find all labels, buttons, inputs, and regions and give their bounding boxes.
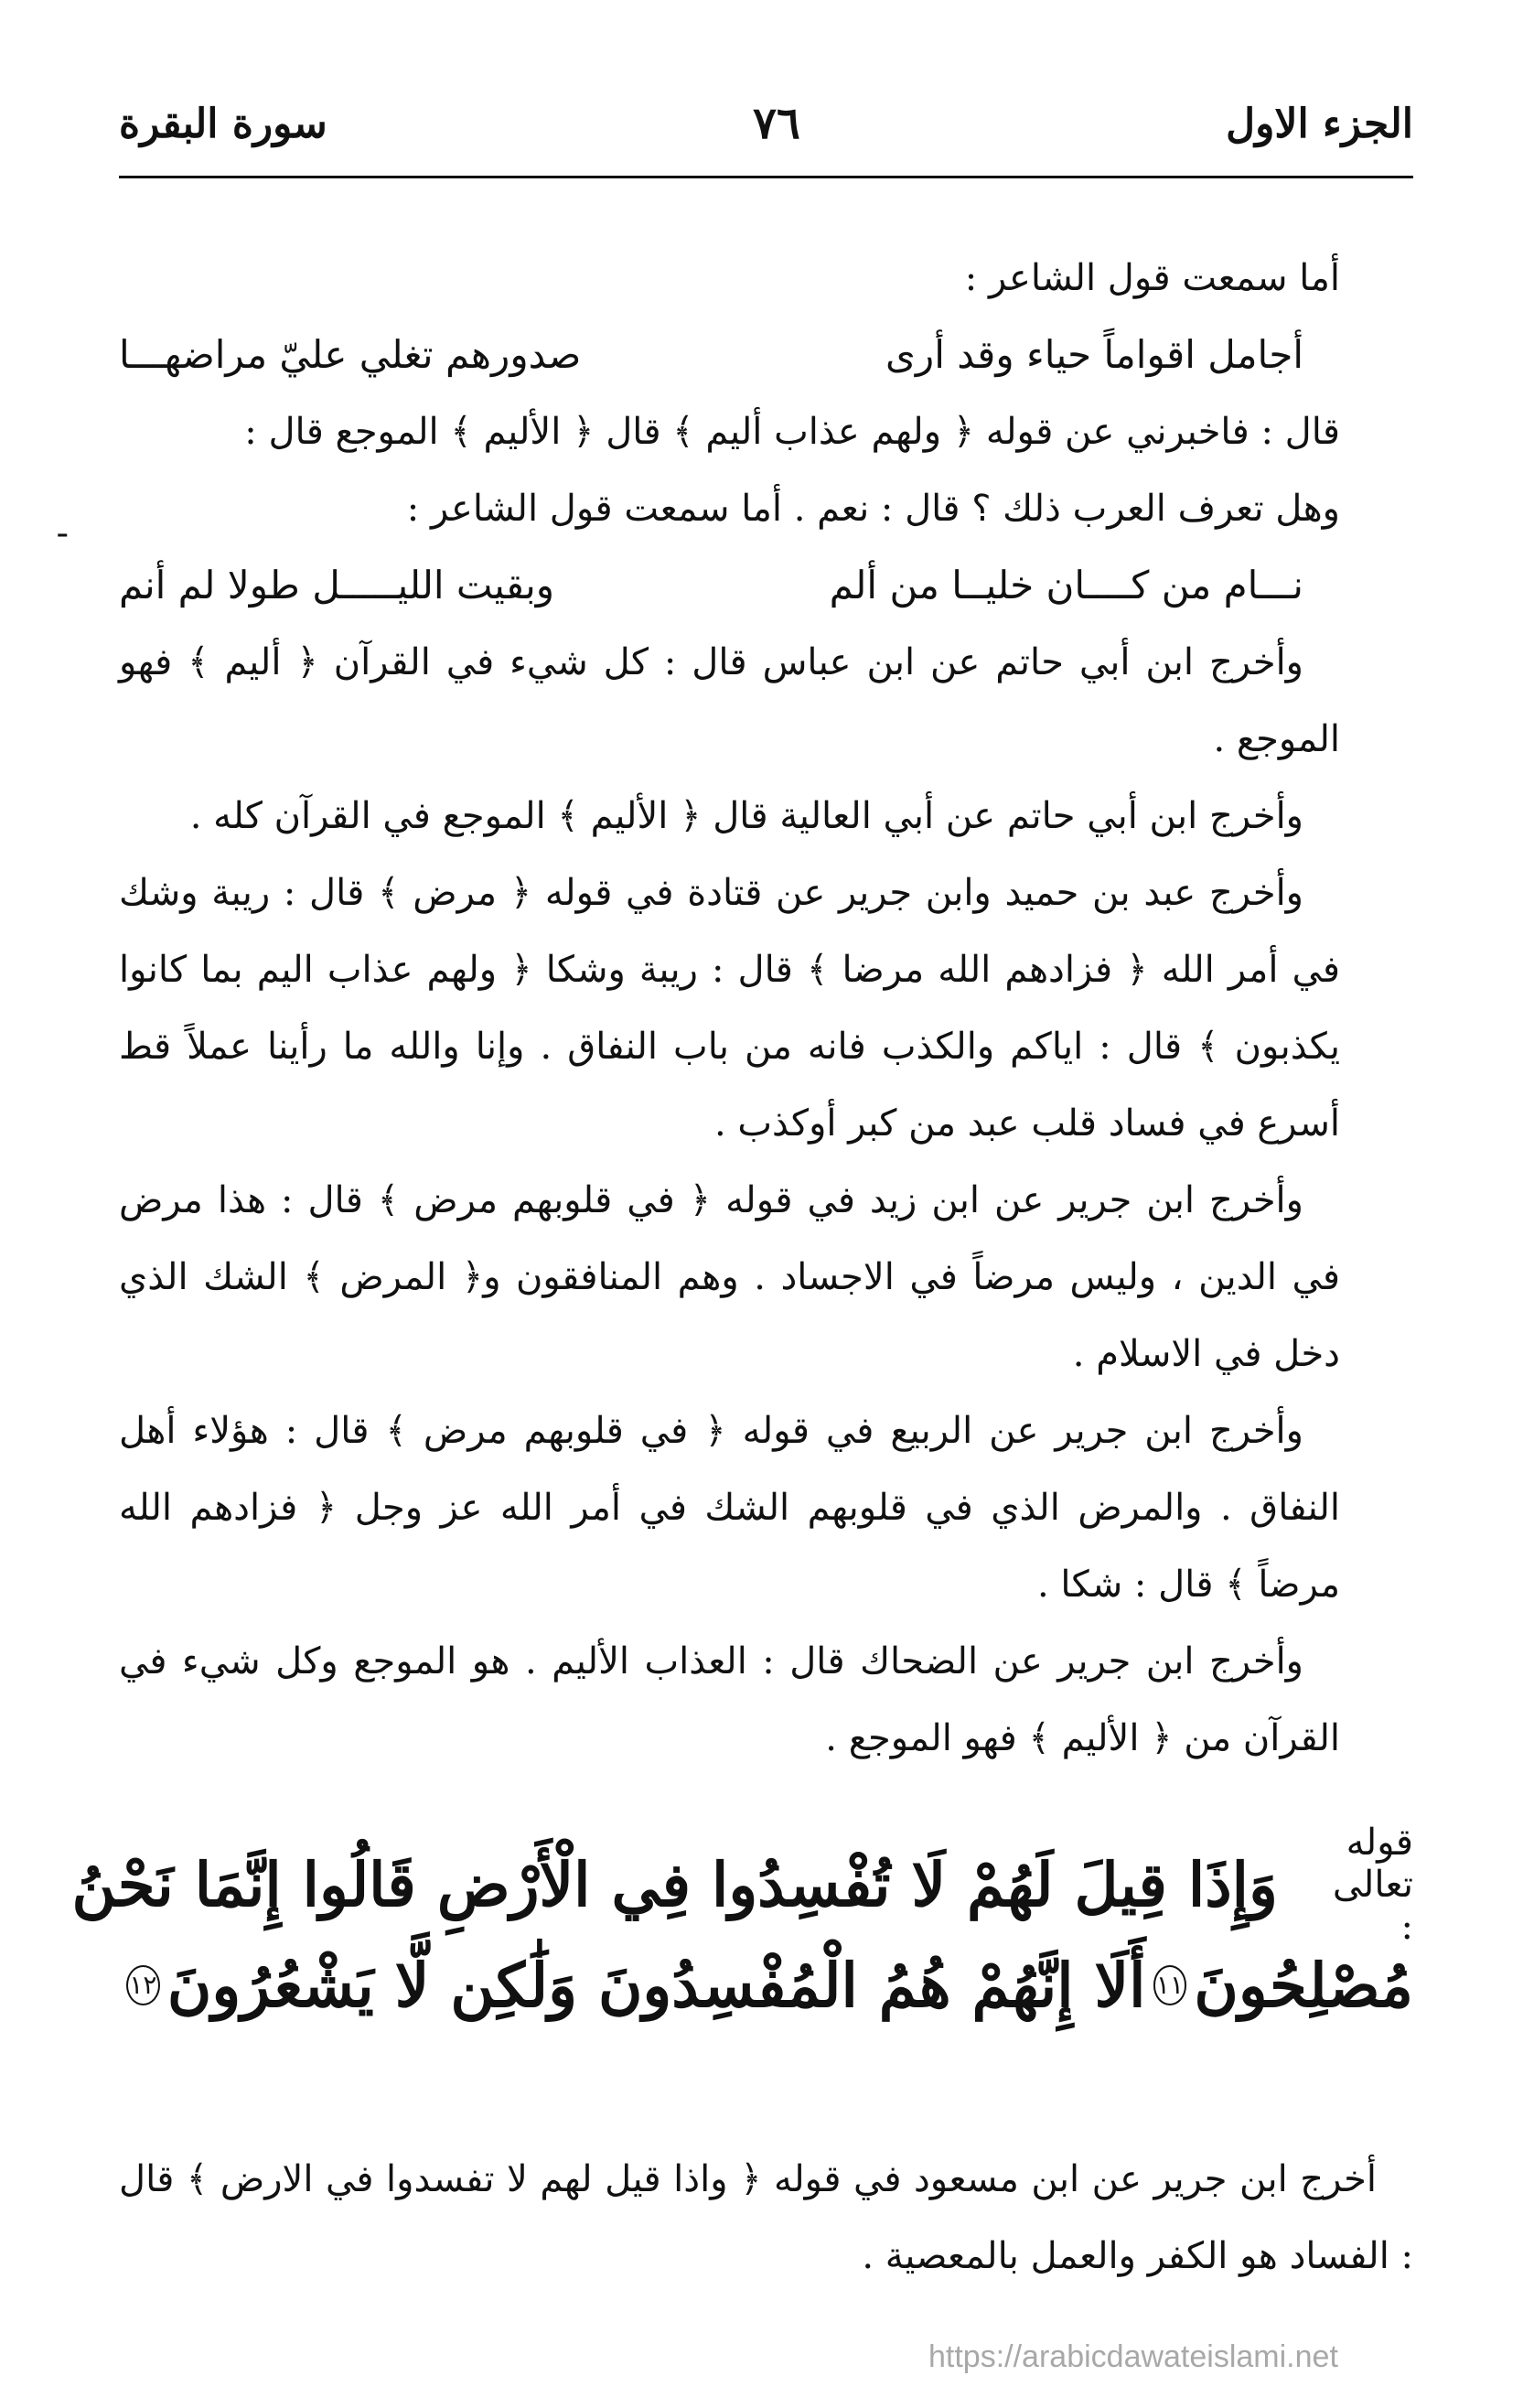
verse-intro: قوله تعالى : bbox=[1332, 1822, 1413, 1948]
main-text bbox=[119, 240, 1340, 1777]
page-header bbox=[119, 91, 1413, 156]
poem-hemistich-left: وبقيت الليـــــل طولا لم أنم bbox=[119, 563, 555, 607]
poem-hemistich-left: صدورهم تغلي عليّ مراضهـــا bbox=[119, 332, 582, 377]
verse-text: أَلَا إِنَّهُمْ هُمُ الْمُفْسِدُونَ وَلَٰكِن لَّا يَشْعُرُونَ bbox=[166, 1950, 1146, 2021]
paragraph: أخرج ابن جرير عن ابن مسعود في قوله ﴿ واذا قيل لهم لا تفسدوا في الارض ﴾ قال : الفساد هو الكفر والعمل بالمعصية . bbox=[119, 2158, 1413, 2277]
margin-mark: - bbox=[56, 512, 69, 554]
paragraph: وأخرج ابن جرير عن الضحاك قال : العذاب الأليم . هو الموجع وكل شيء في القرآن من ﴿ الأليم ﴾ فهو الموجع . bbox=[119, 1640, 1340, 1759]
surah-title: سورة البقرة bbox=[119, 100, 327, 147]
header-divider bbox=[119, 176, 1413, 178]
poem-verse bbox=[119, 547, 1340, 624]
poem-hemistich-right: نـــام من كــــان خليــا من ألم bbox=[829, 563, 1303, 607]
paragraph: قال : فاخبرني عن قوله ﴿ ولهم عذاب أليم ﴾ قال ﴿ الأليم ﴾ الموجع قال : bbox=[244, 411, 1340, 453]
paragraph: وأخرج ابن جرير عن الربيع في قوله ﴿ في قلوبهم مرض ﴾ قال : هؤلاء أهل النفاق . والمرض الذي في قلوبهم الشك في أمر الله عز وجل ﴿ فزادهم الله مرضاً ﴾ قال : شكا . bbox=[119, 1410, 1340, 1606]
ayah-number-marker: ١١ bbox=[1153, 1965, 1187, 2005]
verse-line-1 bbox=[71, 1822, 1413, 1948]
paragraph: وأخرج ابن جرير عن ابن زيد في قوله ﴿ في قلوبهم مرض ﴾ قال : هذا مرض في الدين ، وليس مرضاً في الاجساد . وهم المنافقون و﴿ المرض ﴾ الشك الذي دخل في الاسلام . bbox=[119, 1179, 1340, 1375]
verse-text: مُصْلِحُونَ bbox=[1194, 1950, 1413, 2021]
ayah-number-marker: ١٢ bbox=[126, 1965, 160, 2005]
verse-line-2 bbox=[119, 1930, 1413, 2040]
paragraph: وأخرج ابن أبي حاتم عن ابن عباس قال : كل شيء في القرآن ﴿ أليم ﴾ فهو الموجع . bbox=[119, 641, 1340, 760]
commentary-text bbox=[119, 2141, 1413, 2295]
paragraph: وهل تعرف العرب ذلك ؟ قال : نعم . أما سمعت قول الشاعر : bbox=[406, 488, 1340, 530]
page-number: ٧٦ bbox=[753, 98, 800, 149]
paragraph: أما سمعت قول الشاعر : bbox=[964, 257, 1340, 299]
verse-text: وَإِذَا قِيلَ لَهُمْ لَا تُفْسِدُوا فِي الْأَرْضِ قَالُوا إِنَّمَا نَحْنُ bbox=[71, 1849, 1278, 1920]
quran-verse-block bbox=[71, 1822, 1413, 2040]
watermark-url: https://arabicdawateislami.net bbox=[928, 2339, 1338, 2374]
poem-verse bbox=[119, 317, 1340, 393]
paragraph: وأخرج ابن أبي حاتم عن أبي العالية قال ﴿ الأليم ﴾ الموجع في القرآن كله . bbox=[189, 795, 1303, 837]
part-title: الجزء الاول bbox=[1226, 100, 1413, 147]
paragraph: وأخرج عبد بن حميد وابن جرير عن قتادة في قوله ﴿ مرض ﴾ قال : ريبة وشك في أمر الله ﴿ فزادهم الله مرضا ﴾ قال : ريبة وشكا ﴿ ولهم عذاب اليم بما كانوا يكذبون ﴾ قال : اياكم والكذب فانه من باب النفاق . وإنا والله ما رأينا عملاً قط أسرع في فساد قلب عبد من كبر أوكذب . bbox=[119, 872, 1341, 1145]
poem-hemistich-right: أجامل اقواماً حياء وقد أرى bbox=[885, 332, 1303, 377]
